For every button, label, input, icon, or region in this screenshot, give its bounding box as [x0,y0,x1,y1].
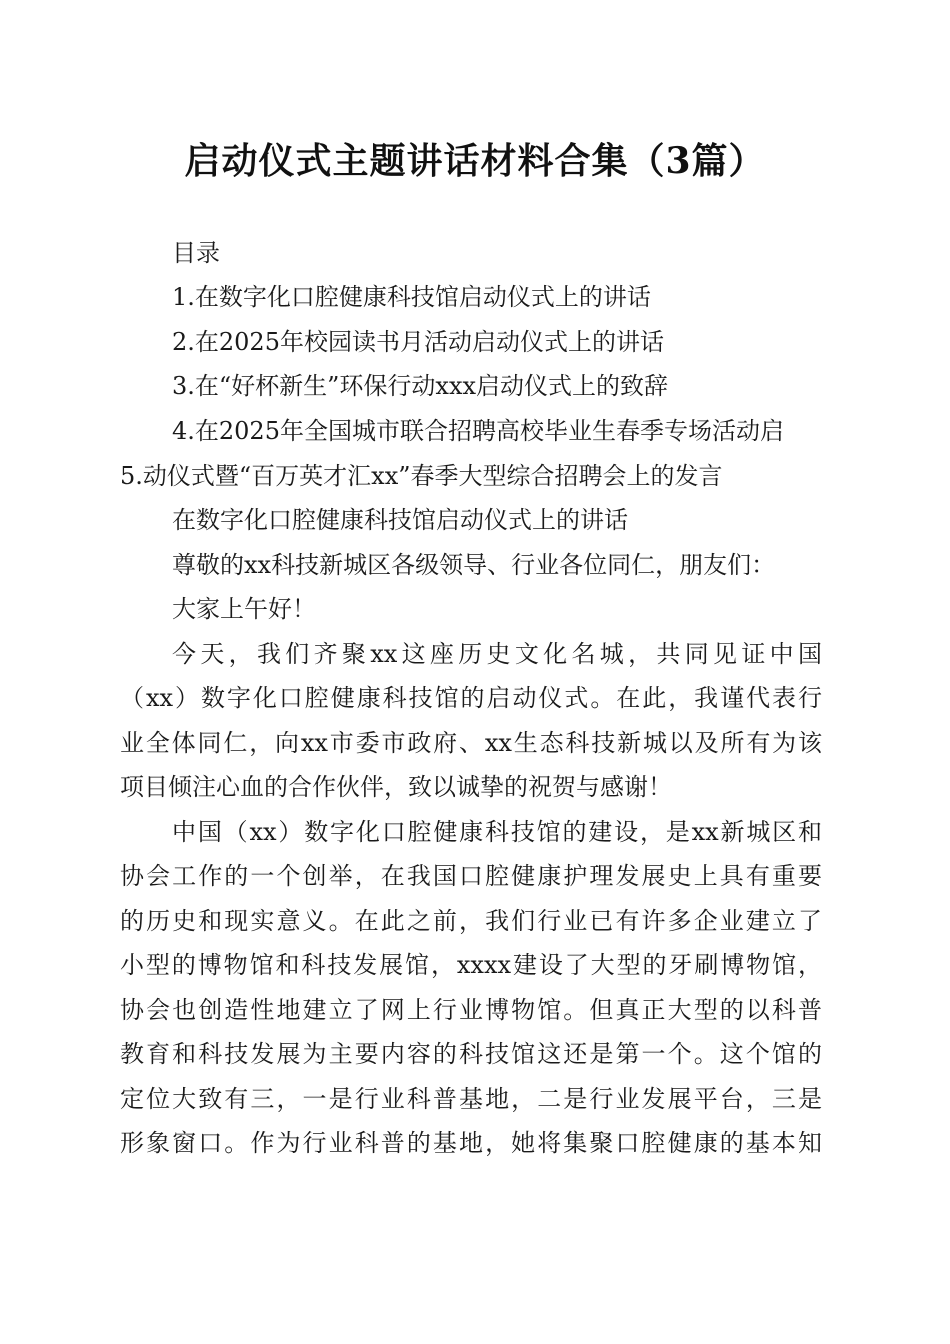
paragraph-line: 今天，我们齐聚xx这座历史文化名城，共同见证中国 [172,640,822,668]
paragraph-line: 教育和科技发展为主要内容的科技馆这还是第一个。这个馆的 [120,1040,822,1068]
toc-item: 2.在2025年校园读书月活动启动仪式上的讲话 [172,328,664,356]
paragraph-line: 协会工作的一个创举，在我国口腔健康护理发展史上具有重要 [120,862,822,890]
speech-salutation: 尊敬的xx科技新城区各级领导、行业各位同仁，朋友们： [172,551,776,579]
toc-item: 3.在“好杯新生”环保行动xxx启动仪式上的致辞 [172,372,669,400]
speech-heading: 在数字化口腔健康科技馆启动仪式上的讲话 [172,506,628,534]
paragraph-line: 中国（xx）数字化口腔健康科技馆的建设，是xx新城区和 [172,818,822,846]
paragraph-line: 小型的博物馆和科技发展馆，xxxx建设了大型的牙刷博物馆， [120,951,822,979]
toc-item: 5.动仪式暨“百万英才汇xx”春季大型综合招聘会上的发言 [120,462,723,490]
paragraph-line: 业全体同仁，向xx市委市政府、xx生态科技新城以及所有为该 [120,729,822,757]
toc-item: 4.在2025年全国城市联合招聘高校毕业生春季专场活动启 [172,417,784,445]
paragraph-line: 协会也创造性地建立了网上行业博物馆。但真正大型的以科普 [120,996,822,1024]
toc-item: 1.在数字化口腔健康科技馆启动仪式上的讲话 [172,283,651,311]
paragraph-line: 定位大致有三，一是行业科普基地，二是行业发展平台，三是 [120,1085,822,1113]
paragraph-line: 的历史和现实意义。在此之前，我们行业已有许多企业建立了 [120,907,822,935]
paragraph-line: 形象窗口。作为行业科普的基地，她将集聚口腔健康的基本知 [120,1129,822,1157]
speech-greeting: 大家上午好！ [172,595,316,623]
document-title: 启动仪式主题讲话材料合集（3篇） [184,140,766,182]
toc-heading: 目录 [172,239,220,267]
paragraph-line: （xx）数字化口腔健康科技馆的启动仪式。在此，我谨代表行 [120,684,822,712]
paragraph-line: 项目倾注心血的合作伙伴，致以诚挚的祝贺与感谢！ [120,773,672,801]
